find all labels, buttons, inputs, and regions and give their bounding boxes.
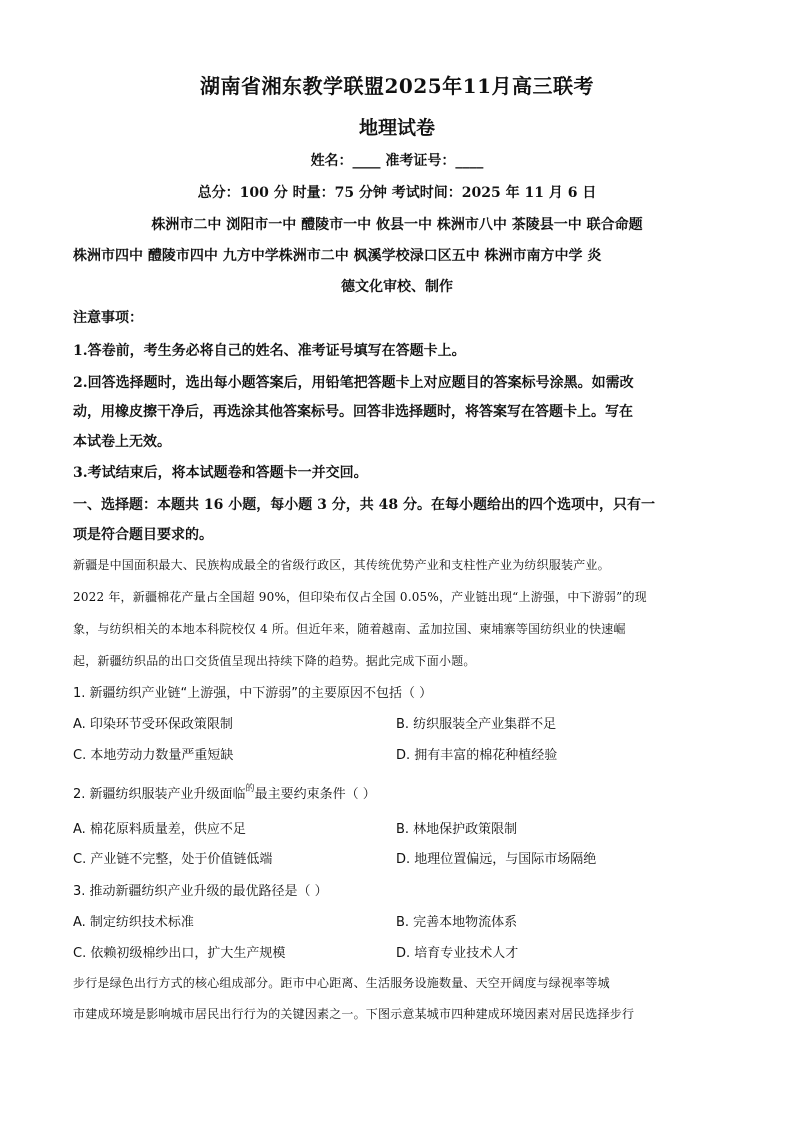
material-1-line-3: 象，与纺织相关的本地本科院校仅 4 所。但近年来，随着越南、孟加拉国、柬埔寨等国纺织业的快速崛 [73, 622, 626, 636]
section-1-heading-line1: 一、选择题：本题共 16 小题，每小题 3 分，共 48 分。在每小题给出的四个选项中，只有一 [73, 497, 655, 513]
notice-item-3: 3.考试结束后，将本试题卷和答题卡一并交回。 [73, 465, 368, 481]
question-2-stem [73, 783, 376, 802]
question-2-option-b: B. 林地保护政策限制 [396, 822, 518, 837]
notice-item-2c: 本试卷上无效。 [73, 434, 171, 450]
schools-line-3: 德文化审校、制作 [341, 279, 453, 295]
question-2-stem-sup: 的 [245, 784, 255, 794]
schools-line-2: 株洲市四中 醴陵市四中 九方中学株洲市二中 枫溪学校渌口区五中 株洲市南方中学 炎 [73, 248, 602, 264]
section-1-heading-line2: 项是符合题目要求的。 [73, 527, 213, 543]
material-1-line-4: 起，新疆纺织品的出口交货值呈现出持续下降的趋势。据此完成下面小题。 [73, 654, 476, 668]
question-3-option-c: C. 依赖初级棉纱出口，扩大生产规模 [73, 946, 286, 961]
schools-line-1: 株洲市二中 浏阳市一中 醴陵市一中 攸县一中 株洲市八中 茶陵县一中 联合命题 [151, 217, 643, 233]
question-1-option-b: B. 纺织服装全产业集群不足 [396, 717, 557, 732]
material-2-line-2: 市建成环境是影响城市居民出行行为的关键因素之一。下图示意某城市四种建成环境因素对居民选择步行 [73, 1007, 635, 1021]
question-3-option-a: A. 制定纺织技术标准 [73, 915, 194, 930]
question-1-option-c: C. 本地劳动力数量严重短缺 [73, 748, 234, 763]
question-3-stem: 3. 推动新疆纺织产业升级的最优路径是（ ） [73, 884, 328, 899]
material-2-line-1: 步行是绿色出行方式的核心组成部分。距市中心距离、生活服务设施数量、天空开阔度与绿视率等城 [73, 976, 610, 990]
material-1-line-1: 新疆是中国面积最大、民族构成最全的省级行政区，其传统优势产业和支柱性产业为纺织服装产业。 [73, 558, 610, 572]
question-1-stem: 1. 新疆纺织产业链“上游强，中下游弱”的主要原因不包括（ ） [73, 686, 433, 701]
exam-info-line: 总分：100 分 时量：75 分钟 考试时间：2025 年 11 月 6 日 [197, 185, 597, 201]
question-1-option-d: D. 拥有丰富的棉花种植经验 [396, 748, 558, 763]
name-id-line: 姓名：____ 准考证号：____ [310, 153, 484, 169]
exam-title: 湖南省湘东教学联盟2025年11月高三联考 [200, 74, 594, 98]
question-2-option-d: D. 地理位置偏远，与国际市场隔绝 [396, 852, 597, 867]
notice-heading: 注意事项： [73, 310, 143, 326]
notice-item-2b: 动，用橡皮擦干净后，再选涂其他答案标号。回答非选择题时，将答案写在答题卡上。写在 [73, 404, 633, 420]
subject-title: 地理试卷 [358, 117, 435, 139]
notice-item-2a: 2.回答选择题时，选出每小题答案后，用铅笔把答题卡上对应题目的答案标号涂黑。如需改 [73, 375, 634, 391]
notice-item-1: 1.答卷前，考生务必将自己的姓名、准考证号填写在答题卡上。 [73, 343, 466, 359]
question-3-option-d: D. 培育专业技术人才 [396, 946, 519, 961]
question-3-option-b: B. 完善本地物流体系 [396, 915, 518, 930]
material-1-line-2: 2022 年，新疆棉花产量占全国超 90%，但印染布仅占全国 0.05%，产业链出现“上游强，中下游弱”的现 [73, 590, 647, 604]
question-1-option-a: A. 印染环节受环保政策限制 [73, 717, 233, 732]
question-2-option-a: A. 棉花原料质量差，供应不足 [73, 822, 246, 837]
question-2-stem-end: 最主要约束条件（ ） [254, 787, 376, 802]
question-2-option-c: C. 产业链不完整，处于价值链低端 [73, 852, 273, 867]
question-2-stem-start: 2. 新疆纺织服装产业升级面临 [73, 787, 246, 802]
